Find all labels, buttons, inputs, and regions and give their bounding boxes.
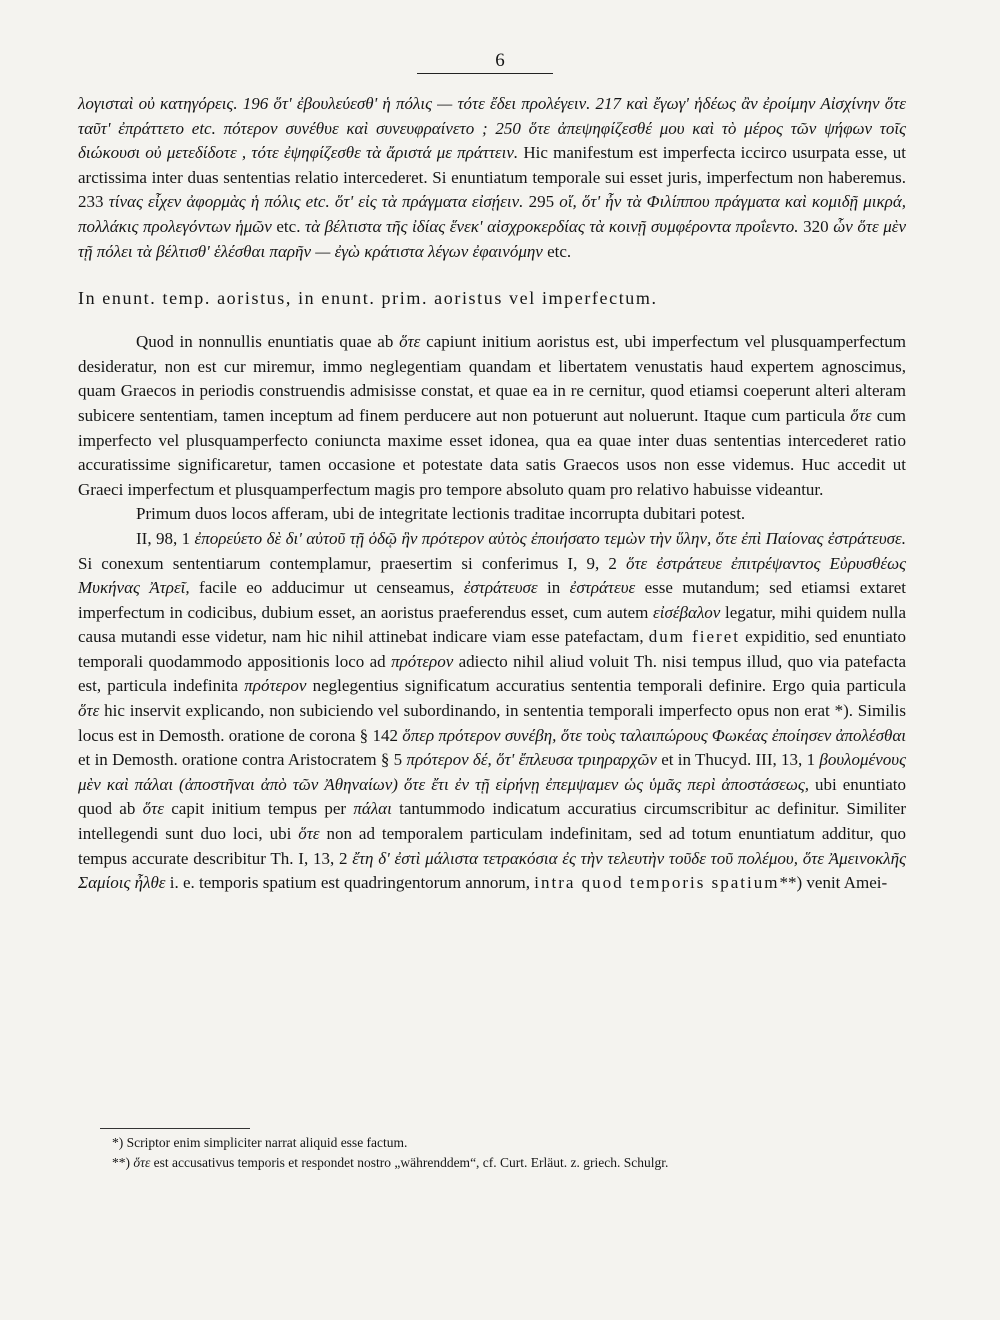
footnote-text: est accusativus temporis et respondet nostro „währenddem“, cf. Curt. Erläut. z. griech. Schulgr. <box>150 1155 669 1170</box>
footnote-rule <box>100 1128 250 1129</box>
latin-text: Quod in nonnullis enuntiatis quae ab <box>136 332 400 352</box>
latin-text: neglegentius significatum accuratius sententia temporali definire. Ergo quia particula <box>306 676 906 696</box>
paragraph-aoristus <box>78 330 906 502</box>
greek-quotation: οἵ, ὅτ' ἦν τὰ Φιλίππου πράγματα καὶ κομιδῇ μικρά, πολλάκις προλεγόντων ἡμῶν <box>78 192 907 236</box>
footnote-mark: **) <box>112 1155 134 1170</box>
footnotes <box>112 1133 912 1173</box>
latin-text: et in Thucyd. III, 13, 1 <box>656 750 820 770</box>
latin-text: II, 98, 1 <box>136 528 195 548</box>
greek-quotation: ὅπερ πρότερον συνέβη, ὅτε τοὺς ταλαιπώρους Φωκέας ἐποίησεν ἀπολέσθαι <box>402 725 907 745</box>
latin-text: non ad temporalem particulam indefinitam, sed ad totum enuntiatum additur, quo tempus accurate describitur Th. I, 13, 2 <box>78 824 906 868</box>
paragraph-continuation <box>78 92 906 264</box>
latin-text: 295 <box>523 192 560 212</box>
latin-text: **) venit Amei- <box>779 873 888 893</box>
greek-word: ἐστράτευσε <box>463 578 538 598</box>
greek-word: πάλαι <box>353 799 392 819</box>
greek-word: πρότερον <box>391 651 454 671</box>
latin-text: tantummodo indicatum accuratius circumscribitur ac definitur. Similiter intellegendi sunt duo loci, ubi <box>78 799 907 844</box>
latin-text: et in Demosth. oratione contra Aristocratem § 5 <box>78 750 407 770</box>
greek-word: ὅτε <box>298 824 320 844</box>
greek-word: ὅτε <box>78 701 100 721</box>
latin-text: Si conexum sententiarum contemplamur, praesertim si conferimus I, 9, 2 <box>78 553 626 573</box>
latin-text: adiecto nihil aliud voluit Th. nisi tempus illud, quo via patefacta est, particula indefinita <box>78 651 906 696</box>
paragraph-primum: Primum duos locos afferam, ubi de integritate lectionis traditae incorrupta dubitari potest. <box>136 504 746 524</box>
greek-word: ὅτε <box>850 405 872 425</box>
greek-word: εἰσέβαλον <box>653 602 721 622</box>
main-text <box>78 92 906 896</box>
greek-word: ἐστράτευε <box>569 578 636 598</box>
greek-word: ὅτε <box>399 332 421 352</box>
latin-text: legatur, mihi quidem nulla causa mutandi esse videtur, nam hic nihil attinebat indicare viam esse patefactam, <box>78 602 907 647</box>
latin-text: i. e. temporis spatium est quadringentorum annorum, <box>165 873 535 893</box>
footnote-2 <box>112 1153 912 1173</box>
greek-word: ὅτε <box>142 799 164 819</box>
greek-quotation: βουλομένους μὲν καὶ πάλαι (ἀποστῆναι ἀπὸ τῶν Ἀθηναίων) ὅτε ἔτι ἐν τῇ εἰρήνῃ ἐπεμψαμεν ὡς ὑμᾶς περὶ ἀποστάσεως, <box>78 750 906 794</box>
emphasized-text: dum fieret <box>648 627 740 647</box>
latin-text: etc. <box>542 241 572 261</box>
paragraph-loci <box>78 527 906 896</box>
emphasized-text: intra quod temporis spatium <box>534 873 780 893</box>
latin-text: capiunt initium aoristus est, ubi imperfectum vel plusquamperfectum desideratur, non est cur miremur, immo neglegentiam quandam et libertatem venustatis haud expertem agnoscimus, quam Graecos in periodis construendis admisisse constat, et quae ea in re cernitur, quod etiamsi coeperunt alteri alteram subicere sententiam, tamen inceptum ad finem perducere aut non potuerunt aut noluerunt. Itaque cum particula <box>78 332 906 425</box>
latin-text: expiditio, sed enuntiato temporali quodammodo appositionis loco ad <box>78 627 906 671</box>
latin-text: facile eo adducimur ut censeamus, <box>189 578 464 598</box>
greek-quotation: ὧν ὅτε μὲν τῇ πόλει τὰ βέλτισθ' ἑλέσθαι παρῆν — ἐγὼ κράτιστα λέγων ἐφαινόμην <box>78 216 907 261</box>
header-rule <box>417 73 553 74</box>
latin-text: esse mutandum; sed etiamsi extaret imperfectum in codicibus, dubium esset, an aoristus praeferendus esset, cum autem <box>78 578 906 622</box>
footnote-1: *) Scriptor enim simpliciter narrat aliquid esse factum. <box>112 1135 408 1150</box>
greek-quotation: πρότερον δέ, ὅτ' ἔπλευσα τριηραρχῶν <box>406 750 657 770</box>
greek-word: ὅτε <box>133 1155 151 1170</box>
latin-text: 320 <box>798 216 834 236</box>
greek-quotation: ὅτε ἐστράτευε ἐπιτρέψαντος Εὐρυσθέως Μυκήνας Ἀτρεῖ, <box>78 553 906 598</box>
greek-quotation: τὰ βέλτιστα τῆς ἰδίας ἕνεκ' αἰσχροκερδίας τὰ κοινῇ συμφέροντα προΐεντο. <box>305 216 799 236</box>
latin-text: Hic manifestum est imperfecta iccirco usurpata esse, ut arctissima inter duas sententias relatio intercederet. Si enuntiatum temporale sui esset juris, imperfectum non haberemus. 233 <box>78 143 907 212</box>
greek-quotation: τίνας εἶχεν ἀφορμὰς ἡ πόλις etc. ὅτ' εἰς τὰ πράγματα εἰσῄειν. <box>108 192 524 212</box>
latin-text: etc. <box>271 216 306 236</box>
latin-text: ubi enuntiato quod ab <box>78 774 907 819</box>
page-number: 6 <box>495 50 505 71</box>
section-heading: In enunt. temp. aoristus, in enunt. prim. aoristus vel imperfectum. <box>78 288 658 309</box>
greek-quotation: ἔτη δ' ἐστὶ μάλιστα τετρακόσια ἐς τὴν τελευτὴν τοῦδε τοῦ πολέμου, ὅτε Ἀμεινοκλῆς Σαμίοις ἦλθε <box>78 848 907 893</box>
latin-text: hic inservit explicando, non subiciendo vel subordinando, in sententia temporali imperfecto opus non erat *). Similis locus est in Demosth. oratione de corona § 142 <box>78 701 906 745</box>
latin-text: capit initium tempus per <box>163 799 354 819</box>
greek-quotation: λογισταὶ οὐ κατηγόρεις. 196 ὅτ' ἐβουλεύεσθ' ἡ πόλις — τότε ἔδει προλέγειν. 217 καὶ ἔγωγ' ἡδέως ἂν ἐροίμην Αἰσχίνην ὅτε ταῦτ' ἐπράττετο etc. πότερον συνέθυε καὶ συνευφραίνετο ; 250 ὅτε ἀπεψηφίζεσθέ μου καὶ τὸ μέρος τῶν ψήφων τοῖς διώκουσι οὐ μετεδίδοτε , τότε ἐψηφίζεσθε τὰ ἄριστά με πράττειν. <box>78 94 906 163</box>
greek-quotation: ἐπορεύετο δὲ δι' αὐτοῦ τῇ ὁδῷ ἣν πρότερον αὐτὸς ἐποιήσατο τεμὼν τὴν ὕλην, ὅτε ἐπὶ Παίονας ἐστράτευσε. <box>194 528 906 548</box>
latin-text: in <box>537 578 570 598</box>
latin-text: cum imperfecto vel plusquamperfecto coniuncta maxime esset idonea, qua ea quae inter duas sententias intercederet ratio accuratissime significaretur, tamen occasione et potestate data satis Graecos usos non esse videmus. Huc accedit ut Graeci imperfectum et plusquamperfectum magis pro tempore absoluto quam pro relativo habuisse videantur. <box>78 405 906 499</box>
greek-word: πρότερον <box>244 676 307 696</box>
